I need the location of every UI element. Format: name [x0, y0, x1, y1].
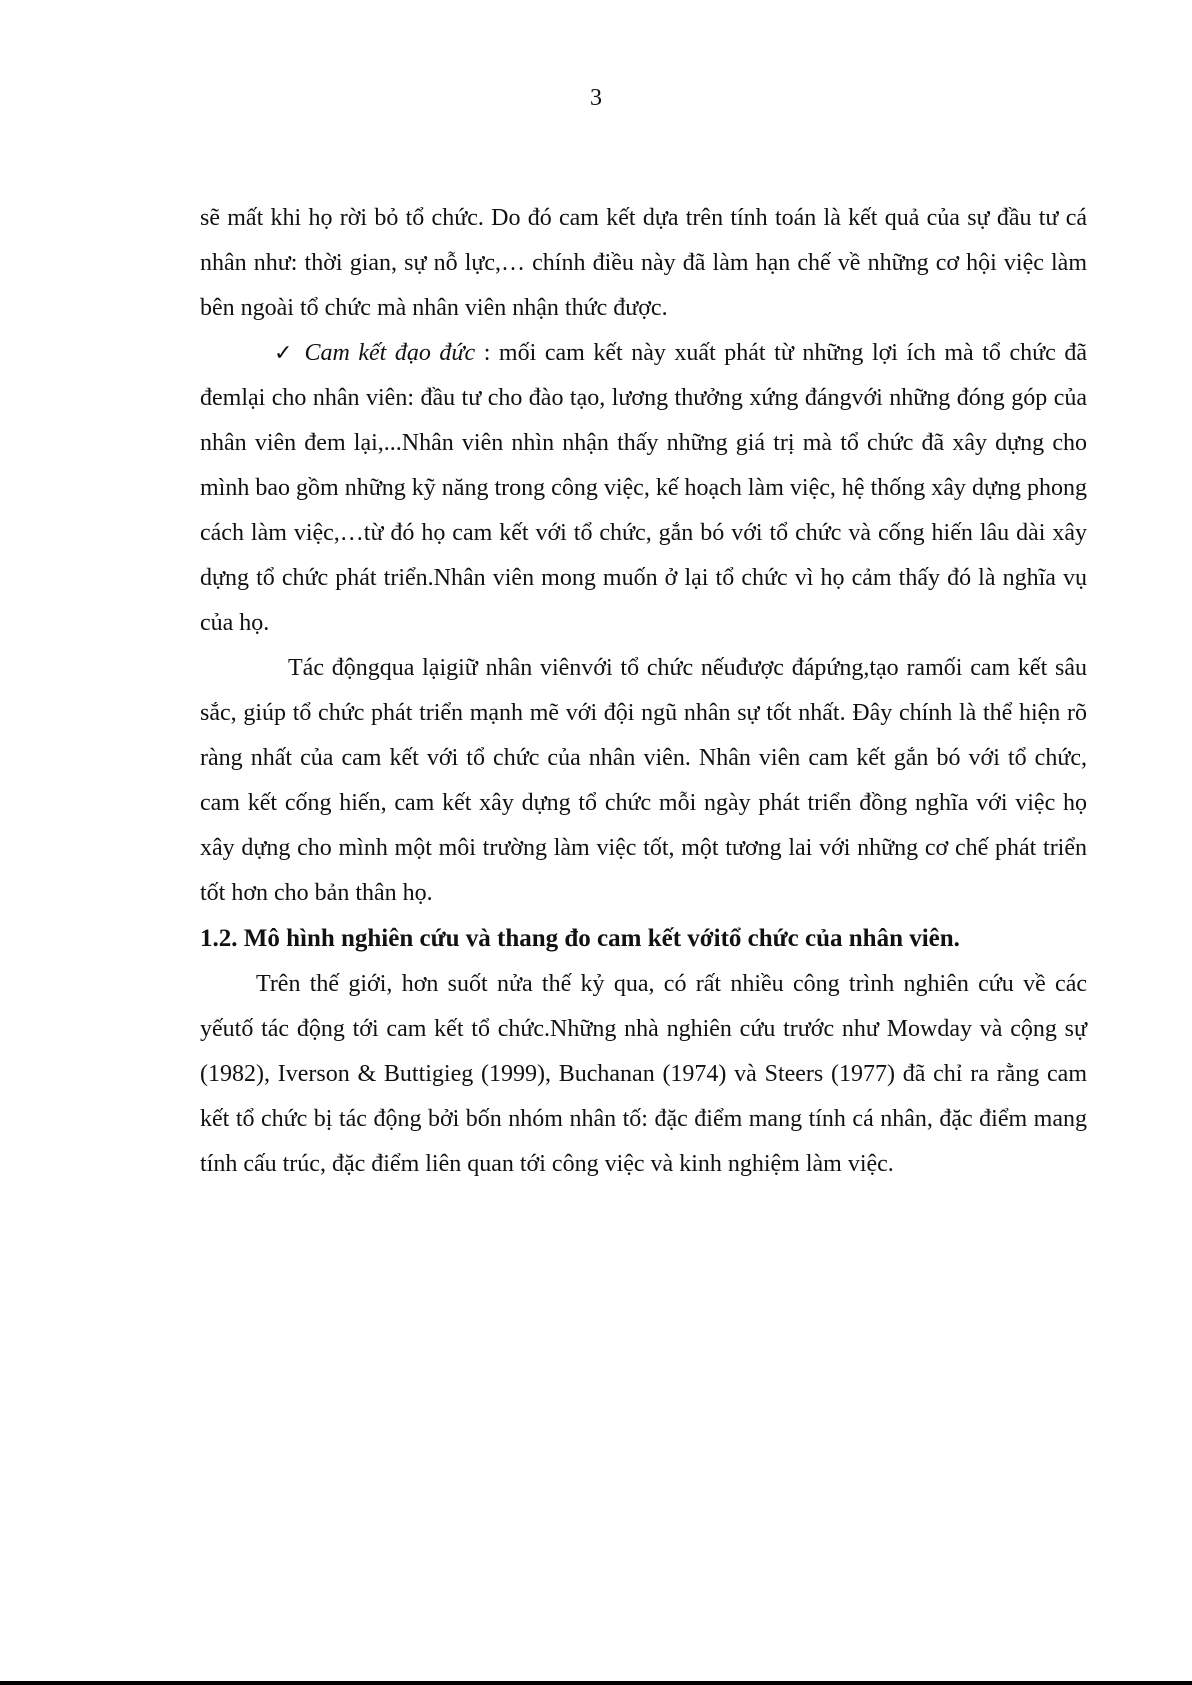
- checkmark-icon: ✓: [274, 341, 293, 366]
- bullet-term: Cam kết đạo đức: [304, 340, 476, 366]
- document-body: [200, 196, 1087, 1187]
- paragraph-impact: Tác độngqua lạigiữ nhân viênvới tổ chức nếuđược đápứng,tạo ramối cam kết sâu sắc, giúp tổ chức phát triển mạnh mẽ với đội ngũ nhân sự tốt nhất. Đây chính là thể hiện rõ ràng nhất của cam kết với tổ chức của nhân viên. Nhân viên cam kết gắn bó với tổ chức, cam kết cống hiến, cam kết xây dựng tổ chức mỗi ngày phát triển đồng nghĩa với việc họ xây dựng cho mình một môi trường làm việc tốt, một tương lai với những cơ chế phát triển tốt hơn cho bản thân họ.: [200, 655, 1087, 906]
- bottom-edge-rule: [0, 1681, 1192, 1685]
- bullet-body: : mối cam kết này xuất phát từ những lợi ích mà tổ chức đã đemlại cho nhân viên: đầu tư cho đào tạo, lương thưởng xứng đángvới những đóng góp của nhân viên đem lại,...Nhân viên nhìn nhận thấy những giá trị mà tổ chức đã xây dựng cho mình bao gồm những kỹ năng trong công việc, kế hoạch làm việc, hệ thống xây dựng phong cách làm việc,…từ đó họ cam kết với tổ chức, gắn bó với tổ chức và cống hiến lâu dài xây dựng tổ chức phát triển.Nhân viên mong muốn ở lại tổ chức vì họ cảm thấy đó là nghĩa vụ của họ.: [200, 340, 1087, 636]
- paragraph-research: Trên thế giới, hơn suốt nửa thế kỷ qua, có rất nhiều công trình nghiên cứu về các yếutố tác động tới cam kết tổ chức.Những nhà nghiên cứu trước như Mowday và cộng sự (1982), Iverson & Buttigieg (1999), Buchanan (1974) và Steers (1977) đã chỉ ra rằng cam kết tổ chức bị tác động bởi bốn nhóm nhân tố: đặc điểm mang tính cá nhân, đặc điểm mang tính cấu trúc, đặc điểm liên quan tới công việc và kinh nghiệm làm việc.: [200, 971, 1087, 1177]
- page-number: 3: [590, 85, 602, 111]
- paragraph-continuation: sẽ mất khi họ rời bỏ tổ chức. Do đó cam kết dựa trên tính toán là kết quả của sự đầu tư cá nhân như: thời gian, sự nỗ lực,… chính điều này đã làm hạn chế về những cơ hội việc làm bên ngoài tổ chức mà nhân viên nhận thức được.: [200, 205, 1087, 321]
- bullet-item-ethical-commitment: [200, 331, 1087, 646]
- section-heading: 1.2. Mô hình nghiên cứu và thang đo cam kết vớitổ chức của nhân viên.: [200, 925, 960, 952]
